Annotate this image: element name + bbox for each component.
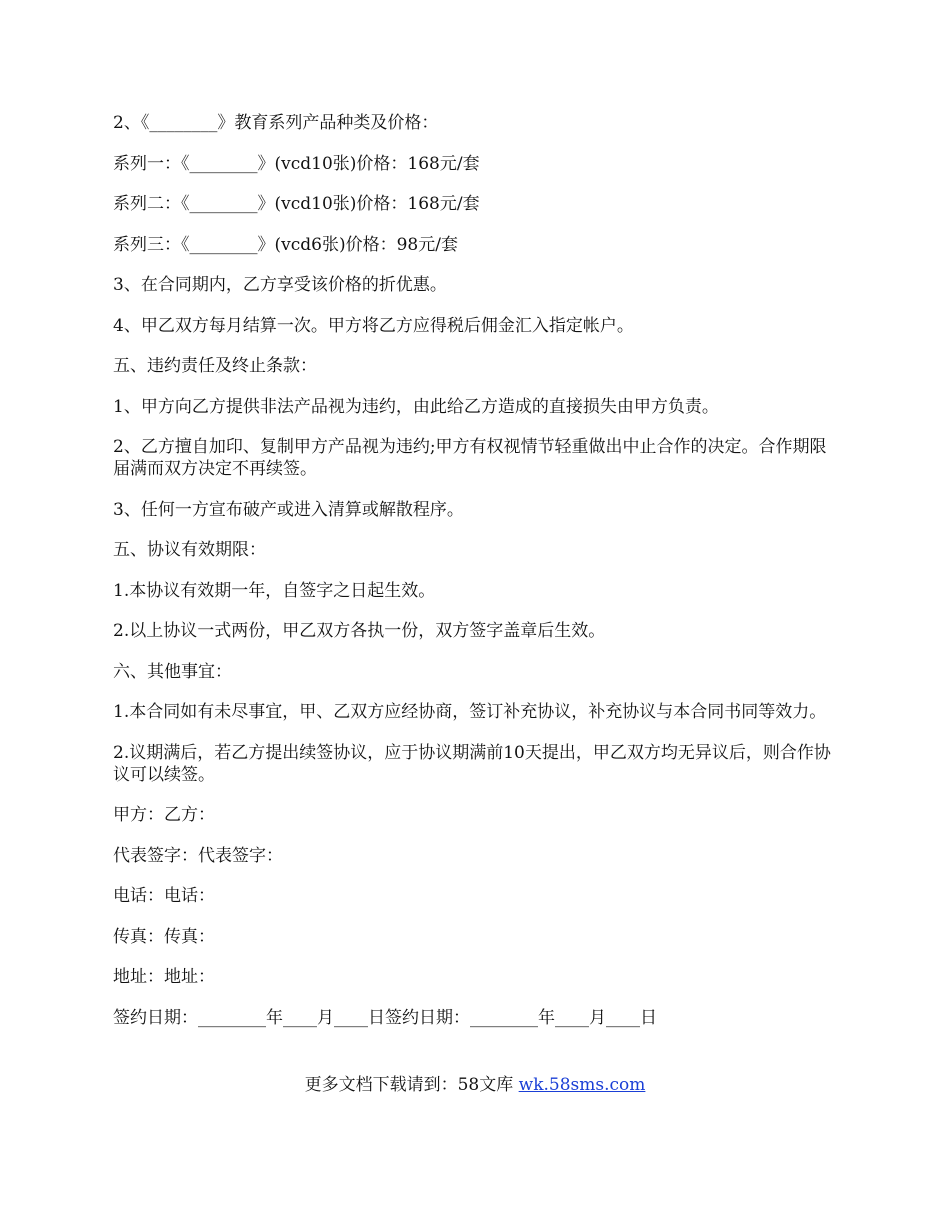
paragraph: 2.以上协议一式两份，甲乙双方各执一份，双方签字盖章后生效。 [113,621,606,641]
paragraph: 2、乙方擅自加印、复制甲方产品视为违约;甲方有权视情节轻重做出中止合作的决定。合作期限届满而双方决定不再续签。 [113,437,827,479]
paragraph: 1、甲方向乙方提供非法产品视为违约，由此给乙方造成的直接损失由甲方负责。 [113,396,719,417]
section-heading: 六、其他事宜： [113,661,232,682]
paragraph: 4、甲乙双方每月结算一次。甲方将乙方应得税后佣金汇入指定帐户。 [113,315,634,336]
footer-text: 更多文档下载请到：58文库 [304,1075,519,1095]
paragraph: 系列三：《________》(vcd6张)价格：98元/套 [113,234,458,255]
paragraph: 1.本协议有效期一年，自签字之日起生效。 [113,580,436,601]
document-body [113,112,839,1047]
paragraph: 系列二：《________》(vcd10张)价格：168元/套 [113,194,480,214]
section-heading: 五、协议有效期限： [113,540,266,560]
signature-fax-line: 传真：传真： [113,926,215,947]
signature-representative-line: 代表签字：代表签字： [113,845,283,866]
section-heading: 五、违约责任及终止条款： [113,356,317,376]
paragraph: 3、任何一方宣布破产或进入清算或解散程序。 [113,499,464,520]
footer [0,1074,950,1096]
signature-address-line: 地址：地址： [113,967,215,987]
paragraph: 2、《________》教育系列产品种类及价格： [113,113,439,133]
paragraph: 2.议期满后，若乙方提出续签协议，应于协议期满前10天提出，甲乙双方均无异议后，则合作协议可以续签。 [113,742,831,785]
signature-date-line: 签约日期：________年____月____日签约日期：________年____月____日 [113,1007,657,1028]
signature-party-line: 甲方：乙方： [113,805,215,825]
paragraph: 系列一：《________》(vcd10张)价格：168元/套 [113,153,480,174]
paragraph: 1.本合同如有未尽事宜，甲、乙双方应经协商，签订补充协议，补充协议与本合同书同等效力。 [113,702,827,722]
footer-link[interactable]: wk.58sms.com [518,1075,646,1095]
paragraph: 3、在合同期内，乙方享受该价格的折优惠。 [113,275,447,295]
signature-phone-line: 电话：电话： [113,886,215,906]
